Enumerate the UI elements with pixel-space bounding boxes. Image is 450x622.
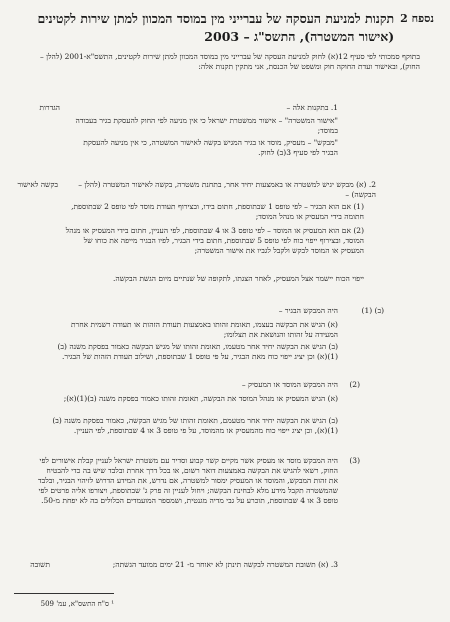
footnote: ¹ ס"ח התשס"א, עמ' 509 [40,600,114,608]
subsection-b2-a: (א) הגיש המעסיק או מנהל המוסד את הבקשה, תאומת זהותו כאמור בפסקת משנה (ב)(1)(א); [63,394,338,403]
subsection-b3: היה המבקש מוסד או מעסיק אשר מקיים קשר קבוע וסדיר עם משטרת ישראל לעניין קבלת אישורים לפי החוק, רשאי להגיש את הבקשה באמצעות דואר רשום, או בכל דרך אחרת ובלבד שיש בה כדי להבטיח את זהות המבקש, והמוסד או המעסיק ימסור למשטרה, אם נדרש, את המידע הדרוש לזיהוי הבגיר, ובלבד שהמשטרה תקבל מידע מלא לבחינת הבקשה; ויחול לעניין זה פרק ג' שבתוספת, ויצורפו אליה פרטים לפי טופס 3 או 4 שבתוספת, תוכרע על גבי מדיה מגנטית, ושמספר המועמדים הכלולים בה לא יפחת מ-50. [38,456,338,505]
request-para-1: (1) אם הוא הבגיר – לפי טופס 1 שבתוספת, חתום בידו, ובצירוף תעודת מוסד לפי טופס 2 שבתוספת, חתומה בידי המעסיק או מנהל המוסד; [71,202,364,221]
definition-police-approval: "אישור המשטרה" – אישור ממשטרת ישראל כי אין מניעה לפי החוק להעסקת בגיר בעבודה במוסד; [75,116,338,135]
subsection-b2-label: (2) [349,380,360,389]
subsection-b1-a: (א) הגיש את הבקשה בעצמו, תאומת זהותו באמצעות תעודת הזהות או תעודה רשמית אחרת המעידה על זהותו והנושאת את תצלומו; [70,320,338,339]
subsection-b1-head: היה המבקש הבגיר – [278,306,338,315]
subsection-b1-b: (ב) הגיש את הבקשה יחיד אחר מטעמו, תאומת זהותו של מגיש הבקשה כאמור בפסקת משנה (ב)(1)(א) וכן יציג ייפוי כוח מאת הבגיר, על פי טופס 1 שבתוספת, ושילוב תעודת הזהות של הבגיר. [57,342,338,361]
page-title: תקנות למניעת העסקה של עברייני מין במוסד המכוון למתן שירות לקטינים (אישור המשטרה), התשס"ג – 2003 [37,11,395,44]
response-label: תשובה [30,560,50,569]
appendix-tag: נספח 2 [400,12,434,25]
intro-paragraph: בתוקף סמכותי לפי סעיף 12(א) לחוק למניעת העסקה של עברייני מין במוסד המכוון למתן שירות לקטינים, התשס"א-2001 (להלן – החוק), ובאישור ועדת החוקה חוק ומשפט של הכנסת, אני מתקין תקנות אלה: [39,52,420,71]
response-line: 3. (א) תשובת המשטרה לבקשה תינתן לא יאוחר מ- 21 ימים ממועד הגשתה; [112,560,338,569]
definitions-line: 1. בתקנות אלה – [286,103,338,112]
subsection-b2-b: (ב) הגיש את הבקשה יחיד אחר מטעמם, תאומת זהותו של מגיש הבקשה, כאמור בפסקת משנה (ב)(1)(א), וכן יציג ייפוי כוח מהמעסיק או מהמוסד, על פי טופס 3 או 4 שבתוספת, לפי העניין. [52,416,338,435]
subsection-b2-head: היה המבקש המוסד או המעסיק – [241,380,338,389]
header [14,10,434,46]
subsection-b-label: (ב) (1) [361,306,384,315]
definitions-label: הגדרות [39,103,60,112]
subsection-b3-label: (3) [349,456,360,465]
request-intro: 2. (א) מבקש יגיש למשטרה או באמצעות יחיד אחר, בתחנת משטרה, בקשה לאישור המשטרה (להלן – הבקשה) – [78,180,376,199]
definition-applicant: "מבקש" – מעסיק, מוסד או בגיר המגיש בקשה לאישור המשטרה, כי אין מניעה להעסקת הבגיר לפי סעיף 3(ב) לחוק. [83,138,338,157]
request-label: בקשה לאישור [17,180,58,189]
request-para-2b: ייפוי הכוח יישמר אצל המעסיק, לאחר הצגתו, לתקופה של שנתיים מיום הגשת הבקשה. [112,274,364,283]
footnote-divider [14,593,114,594]
request-para-2: (2) אם הוא המעסיק או המוסד – לפי טופס 3 או 4 שבתוספת, לפי העניין, חתום בידי המעסיק או מנהל המוסד, ובצירוף ייפוי כוח לפי טופס 5 שבתוספת, חתום בידי הבגיר, לפיו הבגיר מייפה את כוחו של המעסיק או המוסד לבקש ולקבל לגביו את אישור המשטרה; [65,226,364,255]
